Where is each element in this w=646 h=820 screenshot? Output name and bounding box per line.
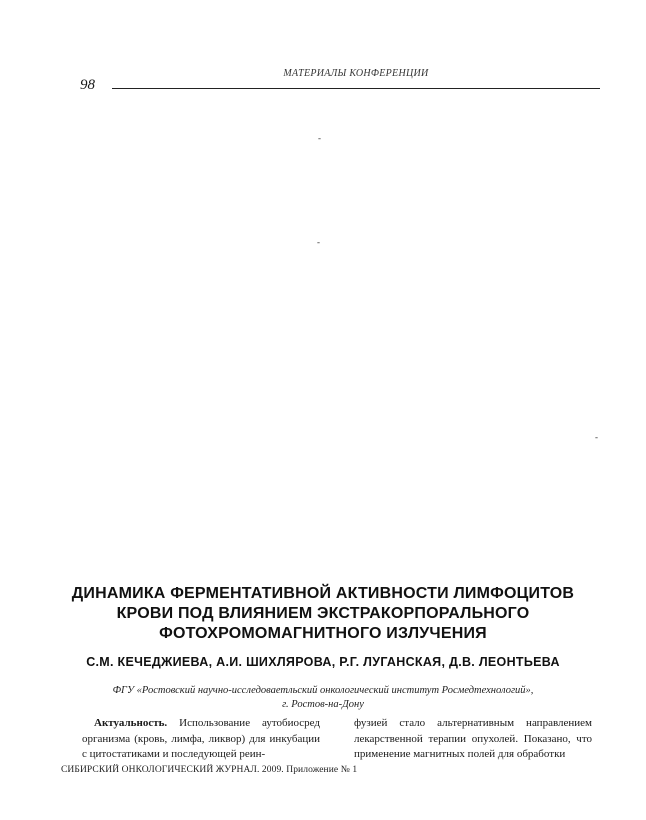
body-column-right xyxy=(354,716,592,763)
affiliation-line: г. Ростов-на-Дону xyxy=(282,699,364,710)
stray-mark: - xyxy=(318,133,321,143)
affiliation xyxy=(60,684,586,712)
body-paragraph xyxy=(354,716,592,763)
section-lead: Актуальность. xyxy=(94,717,168,729)
body-paragraph xyxy=(82,716,320,763)
running-title: МАТЕРИАЛЫ КОНФЕРЕНЦИИ xyxy=(283,68,429,79)
body-text: фузией стало альтернативным направлением лекарственной терапии опухолей. Показано, что применение магнитных полей для обработки xyxy=(354,717,592,760)
stray-mark: - xyxy=(317,237,320,247)
header-rule xyxy=(112,88,600,89)
affiliation-line: ФГУ «Ростовский научно-исследоваетльский онкологический институт Росмедтехнологий», xyxy=(112,685,534,696)
title-line: ДИНАМИКА ФЕРМЕНТАТИВНОЙ АКТИВНОСТИ ЛИМФОЦИТОВ xyxy=(71,585,575,602)
article-title xyxy=(60,584,586,644)
page-number: 98 xyxy=(80,77,95,93)
journal-footer: СИБИРСКИЙ ОНКОЛОГИЧЕСКИЙ ЖУРНАЛ. 2009. Приложение № 1 xyxy=(61,765,358,775)
body-text: Использование аутобиосред организма (кровь, лимфа, ликвор) для инкубации с цитостатиками и последующей реин- xyxy=(82,717,320,760)
title-line: КРОВИ ПОД ВЛИЯНИЕМ ЭКСТРАКОРПОРАЛЬНОГО xyxy=(116,605,530,622)
stray-mark: - xyxy=(595,432,598,442)
body-column-left xyxy=(82,716,320,763)
title-line: ФОТОХРОМОМАГНИТНОГО ИЗЛУЧЕНИЯ xyxy=(159,625,487,642)
authors: С.М. КЕЧЕДЖИЕВА, А.И. ШИХЛЯРОВА, Р.Г. ЛУГАНСКАЯ, Д.В. ЛЕОНТЬЕВА xyxy=(86,655,560,669)
